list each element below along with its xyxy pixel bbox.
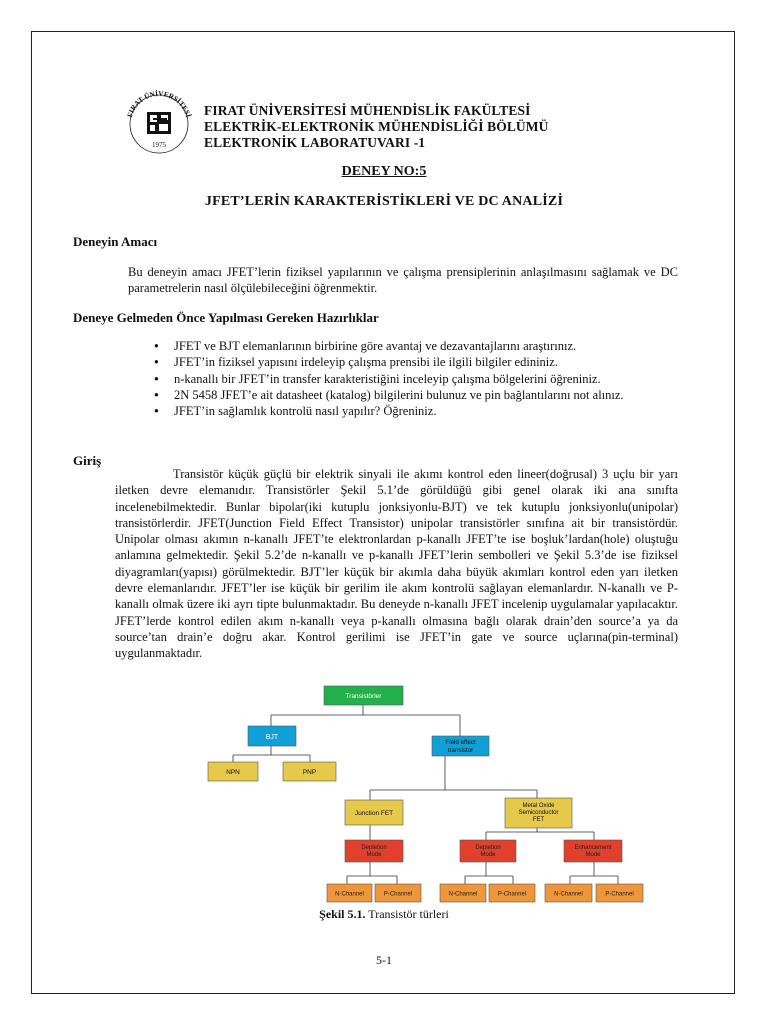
node-depletion-mode-mosfet <box>460 840 516 862</box>
node-transistors <box>324 686 403 705</box>
svg-text:FET: FET <box>532 817 545 823</box>
node-pnp <box>283 762 336 781</box>
svg-text:Enhancement: Enhancement <box>574 845 612 851</box>
node-depletion-mode-jfet <box>345 840 403 862</box>
list-item: ● JFET’in fiziksel yapısını irdeleyip çalışma prensibi ile ilgili bilgiler edininiz. <box>150 354 680 370</box>
page-number: 5-1 <box>376 953 392 967</box>
svg-text:P-Channel: P-Channel <box>497 891 527 898</box>
svg-text:Mode: Mode <box>366 852 382 858</box>
section-heading-hazirlik: Deneye Gelmeden Önce Yapılması Gereken Hazırlıklar <box>73 310 379 325</box>
list-item: ● JFET ve BJT elemanlarının birbirine göre avantaj ve dezavantajlarını araştırınız. <box>150 338 680 354</box>
document-title: JFET’LERİN KARAKTERİSTİKLERİ VE DC ANALİZİ <box>204 194 564 209</box>
svg-text:Depletion: Depletion <box>361 845 387 851</box>
node-bjt <box>248 726 296 746</box>
figure-label: Şekil 5.1. <box>319 907 366 921</box>
node-p-channel <box>489 884 535 902</box>
node-n-channel <box>327 884 372 902</box>
svg-text:PNP: PNP <box>302 769 317 776</box>
svg-text:Metal Oxide: Metal Oxide <box>522 803 555 809</box>
header-lab: ELEKTRONİK LABORATUVARI -1 <box>204 135 426 150</box>
node-npn <box>208 762 258 781</box>
svg-text:N-Channel: N-Channel <box>554 891 583 898</box>
svg-text:P-Channel: P-Channel <box>605 891 634 898</box>
amac-paragraph: Bu deneyin amacı JFET’lerin fiziksel yapılarının ve çalışma prensiplerinin anlaşılmasını sağlamak ve DC parametrelerin nasıl ölçülebileceğini öğrenmektir. <box>128 265 678 296</box>
list-item: ● 2N 5458 JFET’e ait datasheet (katalog) bilgilerini bulunuz ve pin bağlantılarını not alınız. <box>150 387 680 403</box>
svg-text:Mode: Mode <box>585 852 601 858</box>
node-n-channel <box>440 884 486 902</box>
node-p-channel <box>596 884 643 902</box>
section-heading-giris: Giriş <box>73 453 102 468</box>
node-n-channel <box>545 884 592 902</box>
svg-text:N-Channel: N-Channel <box>448 891 478 898</box>
svg-text:Junction FET: Junction FET <box>354 810 394 817</box>
svg-text:Transistörler: Transistörler <box>345 693 382 700</box>
node-p-channel <box>375 884 421 902</box>
node-enhancement-mode <box>564 840 622 862</box>
preparation-list <box>150 338 680 419</box>
svg-text:Field effect: Field effect <box>445 739 476 746</box>
svg-text:Mode: Mode <box>480 852 496 858</box>
svg-text:BJT: BJT <box>265 734 279 741</box>
svg-text:Depletion: Depletion <box>475 845 501 851</box>
svg-text:Semiconductor: Semiconductor <box>518 810 559 816</box>
node-junction-fet <box>345 800 403 825</box>
svg-text:P-Channel: P-Channel <box>383 891 413 898</box>
logo-arc-text: FIRAT ÜNİVERSİTESİ <box>125 90 193 119</box>
university-logo <box>122 90 196 154</box>
logo-year: 1975 <box>152 141 166 149</box>
section-heading-amac: Deneyin Amacı <box>73 234 158 249</box>
list-item: ● n-kanallı bir JFET’in transfer karakteristiğini inceleyip çalışma bölgelerini öğreniniz. <box>150 371 680 387</box>
list-item: ● JFET’in sağlamlık kontrolü nasıl yapılır? Öğreniniz. <box>150 403 680 419</box>
transistor-tree-diagram <box>200 682 650 904</box>
figure-caption <box>0 907 768 922</box>
experiment-number: DENEY NO:5 <box>341 164 427 179</box>
node-mosfet <box>505 798 572 828</box>
svg-text:transistor: transistor <box>447 747 474 754</box>
node-field-effect-transistor <box>432 736 489 756</box>
header-university: FIRAT ÜNİVERSİTESİ MÜHENDİSLİK FAKÜLTESİ <box>204 103 531 118</box>
header-department: ELEKTRİK-ELEKTRONİK MÜHENDİSLİĞİ BÖLÜMÜ <box>204 119 549 134</box>
figure-caption-text: Transistör türleri <box>365 907 449 921</box>
giris-paragraph: Transistör küçük güçlü bir elektrik sinyali ile akımı kontrol eden lineer(doğrusal) 3 uçlu bir yarı iletken devre elemanıdır. Transistörler Şekil 5.1’de görüldüğü gibi genel olarak iki ana sınıfta incelenebilmektedir. Bunlar bipolar(iki kutuplu jonksiyonlu-BJT) ve tek kutuplu jonksiyonlu(unipolar) transistörlerdir. JFET(Junction Field Effect Transistor) unipolar transistörler sınıfına ait bir transistördür. Unipolar olması akımın n-kanallı JFET’te elektronlardan p-kanallı JFET’te ise boşluk’lardan(hole) oluştuğu anlamına gelmektedir. Şekil 5.2’de n-kanallı ve p-kanallı JFET’lerin sembolleri ve Şekil 5.3’de ise fiziksel diyagramları(yapısı) görülmektedir. BJT’ler küçük bir akımla daha büyük akımları kontrol eden yarı iletken devre elemanlarıdır. JFET’ler ise küçük bir gerilim ile akım kontrolü sağlayan elemanlardır. N-kanallı ve P-kanallı olmak üzere iki ayrı tipte bulunmaktadır. Bu deneyde n-kanallı JFET incelenip uygulamalar yapılacaktır. JFET’lerde kontrol edilen akım n-kanallı veya p-kanallı olmasına bağlı olarak drain’den source’a ya da source’tan drain’e doğru akar. Kontrol gerilimi ise JFET’in gate ve source uçlarına(pin-terminal) uygulanmaktadır. <box>115 467 678 661</box>
university-seal-icon <box>122 90 196 154</box>
svg-text:N-Channel: N-Channel <box>335 891 364 898</box>
svg-text:NPN: NPN <box>226 769 240 776</box>
